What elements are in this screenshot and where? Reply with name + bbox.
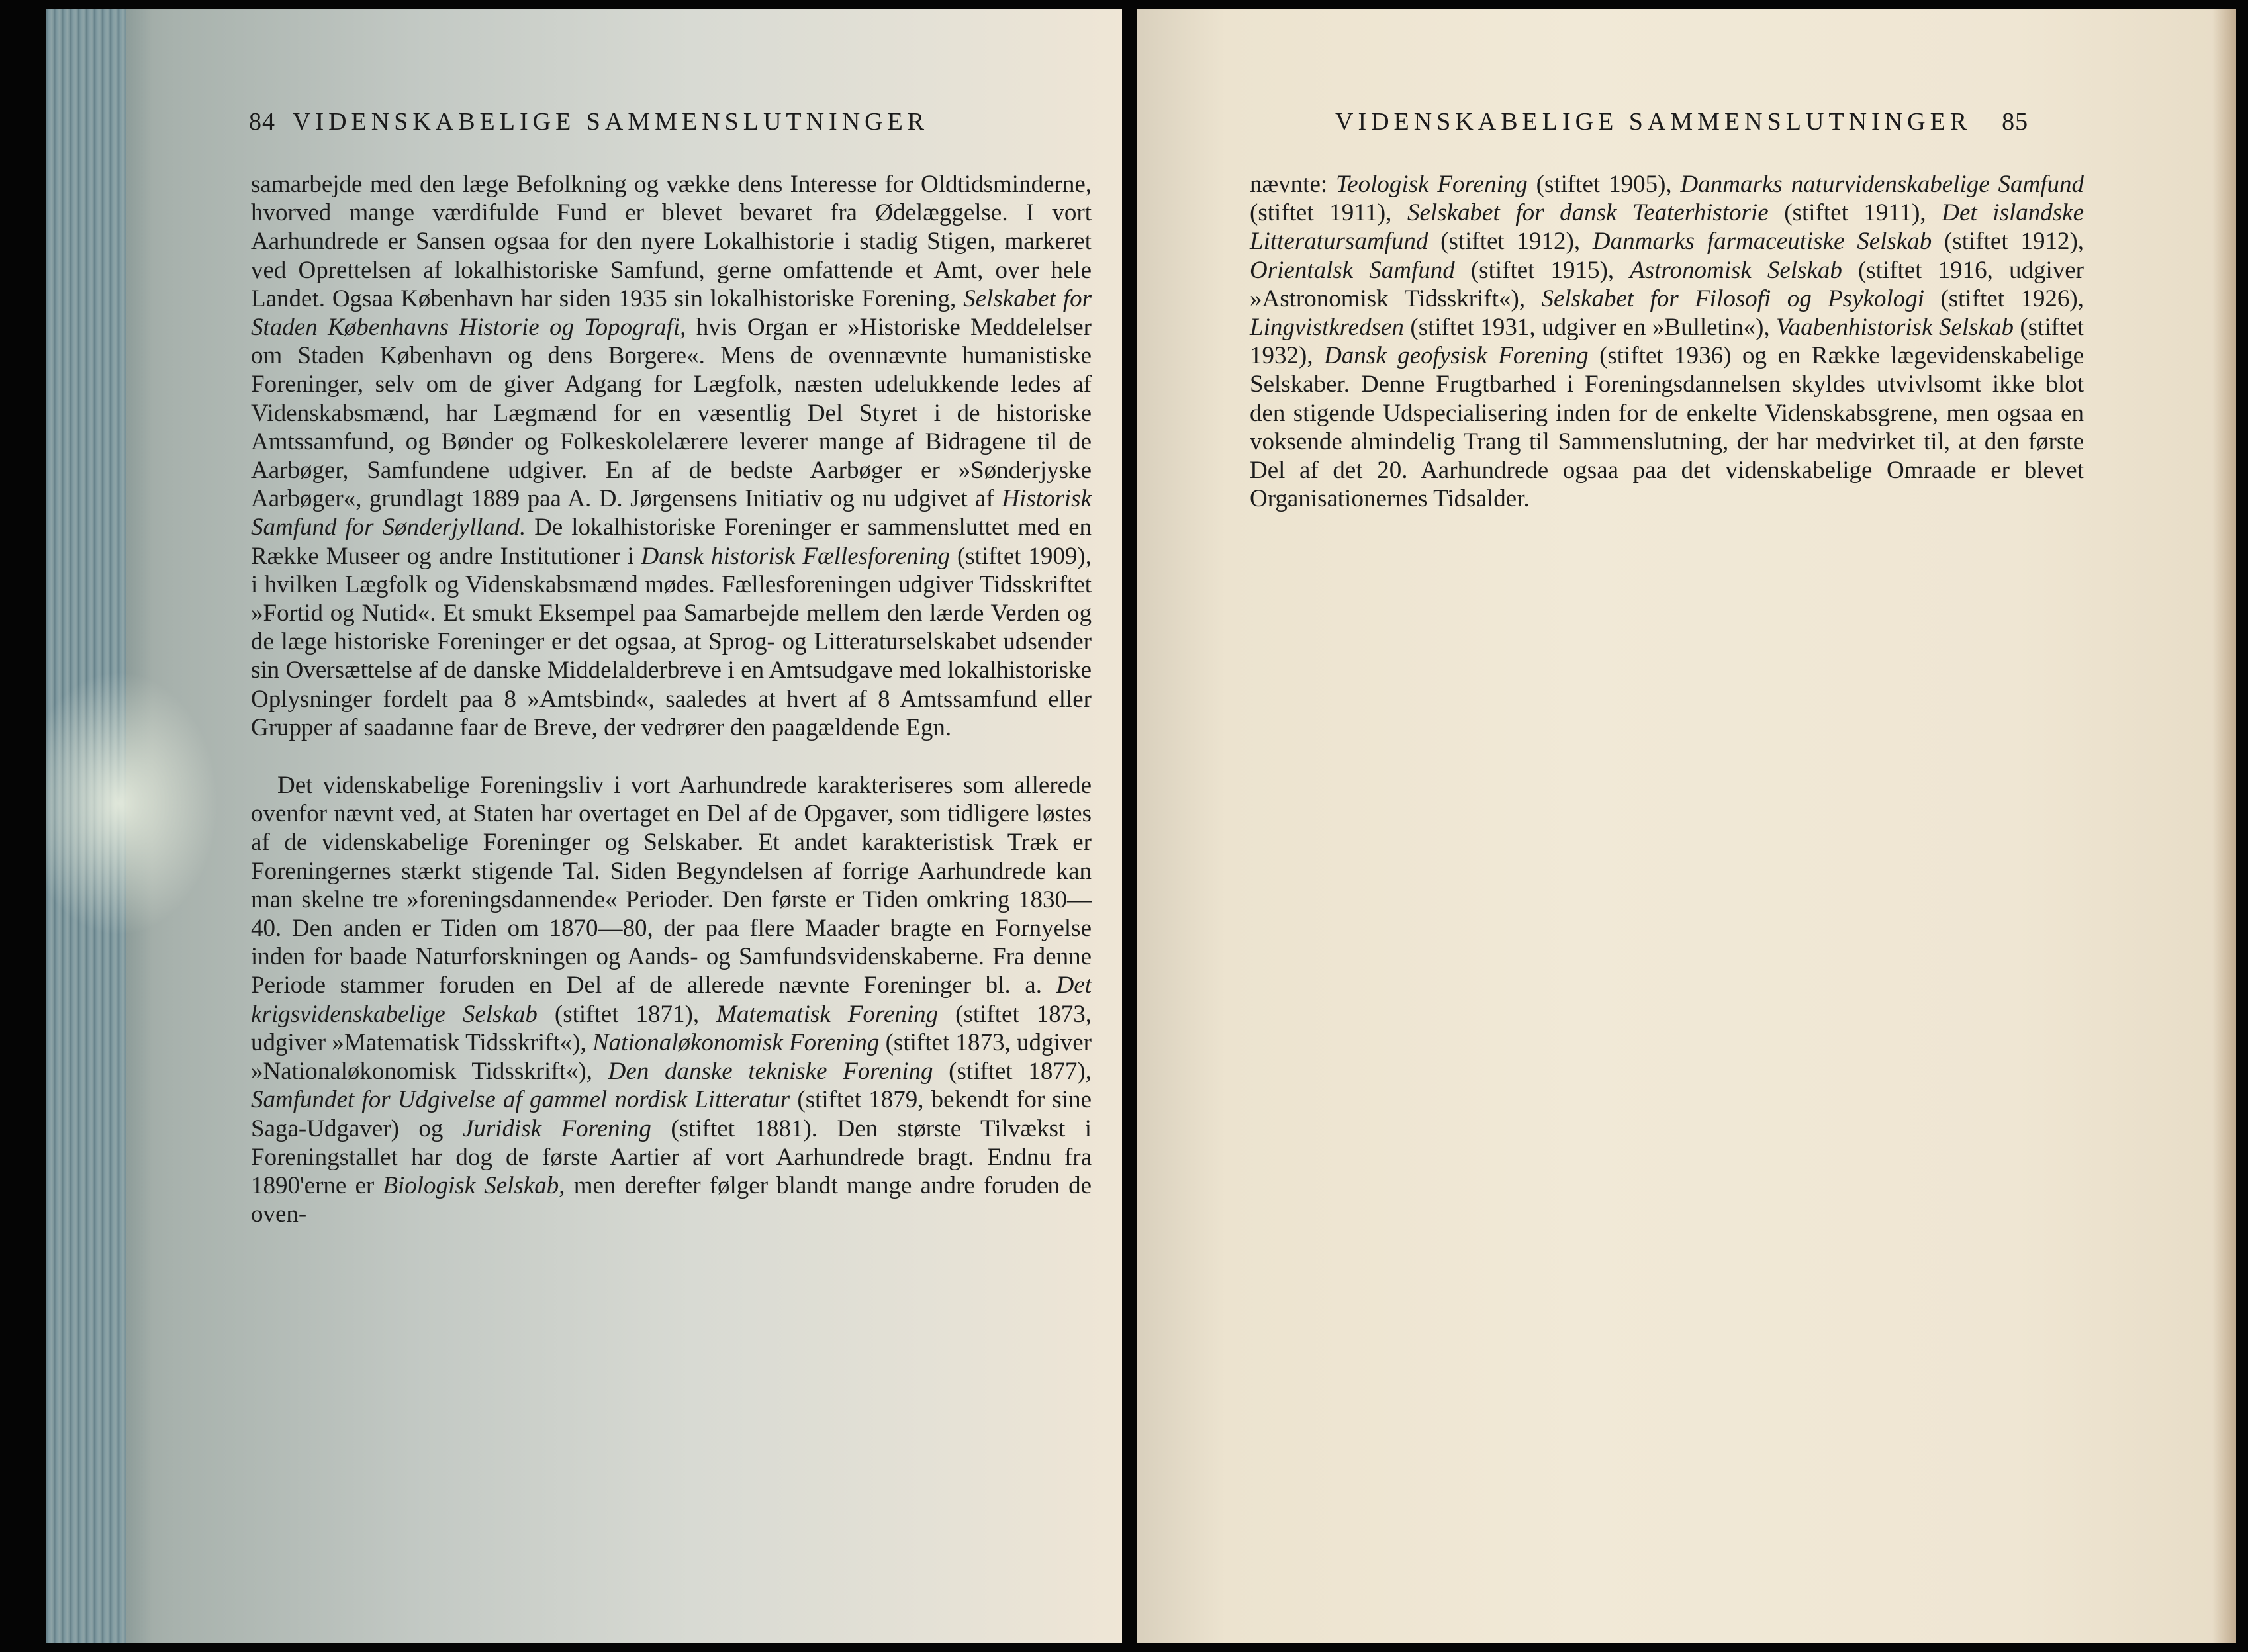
text-run: (stiftet 1873, udgiver »Matematisk Tidsskrift«), [251, 1000, 1092, 1056]
text-run: (stiftet 1877), [933, 1058, 1092, 1085]
text-run: (stiftet 1911), [1250, 199, 1407, 227]
italic-title: Det krigsvidenskabelige Selskab [251, 972, 1092, 1028]
right-page [1137, 9, 2236, 1643]
text-run: (stiftet 1879, bekendt for sine Saga-Udgaver) og [251, 1086, 1092, 1142]
paragraph [251, 170, 1092, 742]
left-page [46, 9, 1122, 1643]
text-run: (stiftet 1871), [537, 1000, 717, 1028]
text-run: nævnte: [1250, 171, 1336, 198]
page-edge-shadow [2212, 9, 2236, 1643]
italic-title: Nationaløkonomisk Forening [592, 1029, 880, 1056]
text-run: (stiftet 1932), [1250, 314, 2084, 370]
italic-title: Orientalsk Samfund [1250, 256, 1455, 284]
text-run: (stiftet 1881). Den største Tilvækst i Foreningstallet har dog de første Aartier af vort Aarhundrede bragt. Endnu fra 1890'erne er [251, 1115, 1092, 1199]
right-running-title: VIDENSKABELIGE SAMMENSLUTNINGER [1335, 108, 1972, 136]
text-run: (stiftet 1931, udgiver en »Bulletin«), [1403, 314, 1777, 342]
text-run: samarbejde med den læge Befolkning og vække dens Interesse for Oldtidsminderne, hvorved mange værdifulde Fund er blevet bevaret fra Ødelæggelse. I vort Aarhundrede er Sansen ogsaa for den nyere Lokalhistorie i stadig Stigen, markeret ved Oprettelsen af lokalhistoriske Samfund, gerne omfattende et Amt, over hele Landet. Ogsaa København har siden 1935 sin lokalhistoriske Forening, [251, 171, 1092, 312]
italic-title: Matematisk Forening [716, 1000, 939, 1028]
text-run: hvis Organ er »Historiske Meddelelser om Staden København og dens Borgere«. Mens de ovennævnte humanistiske Foreninger, selv om de giver Adgang for Lægfolk, næsten udelukkende ledes af Videnskabsmænd, har Lægmænd for en væsentlig Del Styret i de historiske Amtssamfund, og Bønder og Folkeskolelærere leverer mange af Bidragene til de Aarbøger, Samfundene udgiver. En af de bedste Aarbøger er »Sønderjyske Aarbøger«, grundlagt 1889 paa A. D. Jørgensens Initiativ og nu udgivet af [251, 314, 1092, 513]
text-run: (stiftet 1909), i hvilken Lægfolk og Videnskabsmænd mødes. Fællesforeningen udgiver Tidsskriftet »Fortid og Nutid«. Et smukt Eksempel paa Samarbejde mellem den lærde Verden og de læge historiske Foreninger er det ogsaa, at Sprog- og Litteraturselskabet udsender sin Oversættelse af de danske Middelalderbreve i en Amtsudgave med lokalhistoriske Oplysninger fordelt paa 8 »Amtsbind«, saaledes at hvert af 8 Amtssamfund eller Grupper af saadanne faar de Breve, der vedrører den paagældende Egn. [251, 542, 1092, 741]
text-run: (stiftet 1873, udgiver »Nationaløkonomisk Tidsskrift«), [251, 1029, 1092, 1085]
italic-title: Historisk Samfund for Sønderjylland. [251, 485, 1092, 541]
text-run: Det videnskabelige Foreningsliv i vort Aarhundrede karakteriseres som allerede ovenfor nævnt ved, at Staten har overtaget en Del af de Opgaver, som tidligere løstes af de videnskabelige Foreninger og Selskaber. Et andet karakteristisk Træk er Foreningernes stærkt stigende Tal. Siden Begyndelsen af forrige Aarhundrede kan man skelne tre »foreningsdannende« Perioder. Den første er Tiden omkring 1830—40. Den anden er Tiden om 1870—80, der paa flere Maader bragte en Fornyelse inden for baade Naturforskningen og Aands- og Samfundsvidenskaberne. Fra denne Periode stammer foruden en Del af de allerede nævnte Foreninger bl. a. [251, 772, 1092, 999]
text-run: (stiftet 1912), [1932, 228, 2084, 255]
italic-title: Juridisk Forening [462, 1115, 651, 1142]
text-run: (stiftet 1915), [1454, 256, 1630, 284]
left-body-text [251, 170, 1092, 1228]
left-running-head [249, 107, 929, 136]
finger-blur [46, 671, 218, 936]
italic-title: Danmarks farmaceutiske Selskab [1592, 228, 1932, 255]
italic-title: Selskabet for Filosofi og Psykologi [1541, 285, 1925, 312]
right-page-number: 85 [2002, 108, 2029, 136]
paragraph [251, 771, 1092, 1228]
italic-title: Selskabet for Staden Københavns Historie og Topografi, [251, 285, 1092, 342]
text-run: (stiftet 1905), [1527, 171, 1681, 198]
text-run: (stiftet 1936) og en Række lægevidenskabelige Selskaber. Denne Frugtbarhed i Foreningsdannelsen skyldes utvivlsomt ikke blot den stigende Udspecialisering inden for de enkelte Videnskabsgrene, men ogsaa en voksende almindelig Trang til Sammenslutning, der har medvirket til, at den første Del af det 20. Aarhundrede ogsaa paa det videnskabelige Omraade er blevet Organisationernes Tidsalder. [1250, 342, 2084, 513]
italic-title: Den danske tekniske Forening [608, 1058, 933, 1085]
paragraph [1250, 170, 2084, 513]
text-run: (stiftet 1916, udgiver »Astronomisk Tidsskrift«), [1250, 256, 2084, 312]
text-run: (stiftet 1911), [1768, 199, 1942, 227]
text-run: (stiftet 1926), [1924, 285, 2084, 312]
italic-title: Lingvistkredsen [1250, 314, 1404, 342]
italic-title: Biologisk Selskab, [383, 1171, 565, 1199]
italic-title: Astronomisk Selskab [1630, 256, 1842, 284]
italic-title: Teologisk Forening [1336, 171, 1528, 198]
left-running-title: VIDENSKABELIGE SAMMENSLUTNINGER [293, 108, 929, 136]
text-run: (stiftet 1912), [1428, 228, 1593, 255]
text-run: men derefter følger blandt mange andre foruden de oven- [251, 1171, 1092, 1228]
right-running-head [1335, 107, 2028, 136]
italic-title: Dansk geofysisk Forening [1324, 342, 1589, 370]
italic-title: Dansk historisk Fællesforening [641, 542, 951, 570]
text-run: De lokalhistoriske Foreninger er sammensluttet med en Række Museer og andre Institutioner i [251, 514, 1092, 570]
italic-title: Det islandske Litteratursamfund [1250, 199, 2084, 255]
italic-title: Vaabenhistorisk Selskab [1776, 314, 2014, 342]
italic-title: Selskabet for dansk Teaterhistorie [1407, 199, 1769, 227]
left-page-number: 84 [249, 108, 275, 136]
italic-title: Danmarks naturvidenskabelige Samfund [1680, 171, 2084, 198]
italic-title: Samfundet for Udgivelse af gammel nordisk Litteratur [251, 1086, 790, 1114]
right-body-text [1250, 170, 2084, 513]
